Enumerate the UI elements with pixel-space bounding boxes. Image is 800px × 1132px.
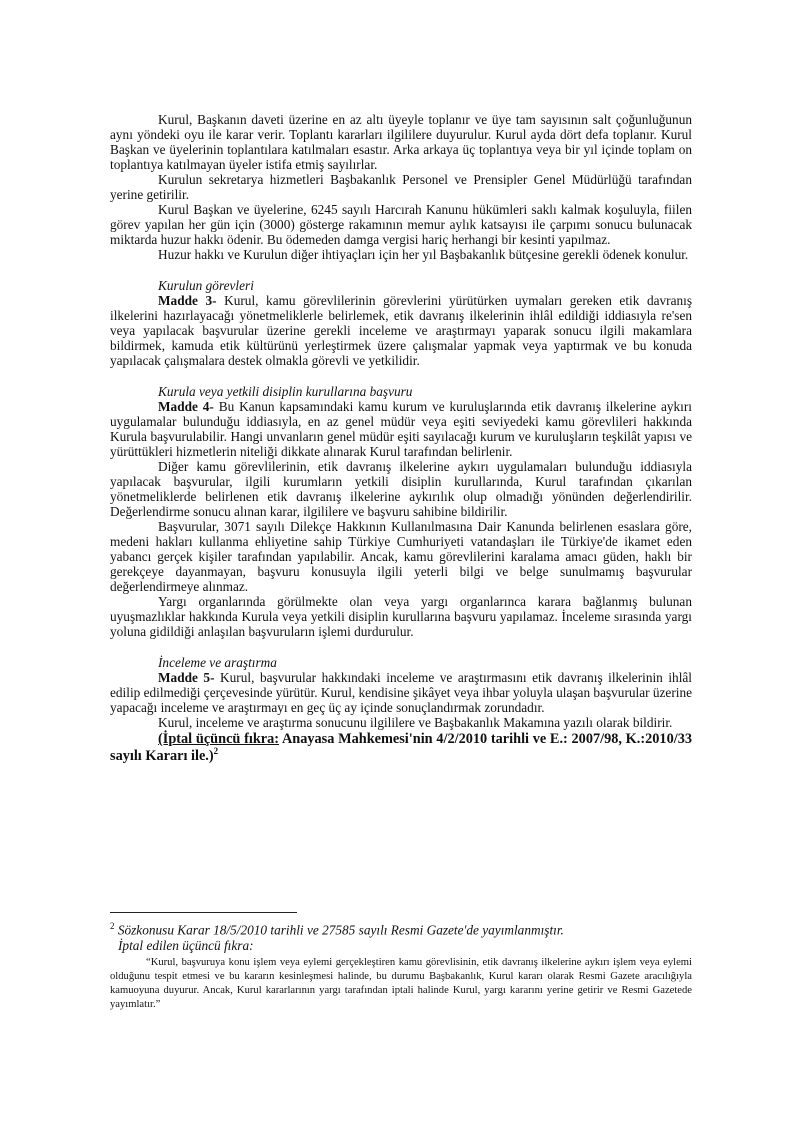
heading-article-5: İnceleme ve araştırma (158, 655, 277, 670)
article-3-label: Madde 3- (158, 293, 217, 308)
footnote-number: 2 (110, 921, 115, 931)
annulment-note-intro: (İptal üçüncü fıkra: (158, 731, 280, 747)
footnote-divider (110, 912, 297, 913)
footnote-reference: 2 (213, 746, 219, 757)
paragraph-secretariat: Kurulun sekretarya hizmetleri Başbakanlık Personel ve Prensipler Genel Müdürlüğü tarafından yerine getirilir. (110, 172, 692, 202)
footnote (110, 918, 692, 1012)
article-4-paragraph-1 (110, 399, 692, 459)
footnote-line-1: $^2$ Sözkonusu Karar 18/5/2010 tarihli ve 27585 sayılı Resmi Gazete'de yayımlanmıştır. (110, 921, 564, 938)
article-5-label: Madde 5- (158, 670, 215, 685)
article-4-label: Madde 4- (158, 399, 214, 414)
paragraph-budget: Huzur hakkı ve Kurulun diğer ihtiyaçları için her yıl Başbakanlık bütçesine gerekli ödenek konulur. (158, 247, 689, 262)
paragraph-attendance-fee: Kurul Başkan ve üyelerine, 6245 sayılı Harcırah Kanunu hükümleri saklı kalmak koşuluyla, fiilen görev yapılan her gün için (3000) gösterge rakamının memur aylık katsayısı ile çarpımı sonucu bulunacak miktarda huzur hakkı ödenir. Bu ödemeden damga vergisi hariç herhangi bir kesinti yapılmaz. (110, 202, 692, 247)
annulment-note (110, 731, 692, 765)
article-4-paragraph-2: Diğer kamu görevlilerinin, etik davranış ilkelerine aykırı uygulamaları bulunduğu iddiasıyla yapılacak başvurular, ilgili kurumların yetkili disiplin kurullarında, Kurul tarafından çıkarılan yönetmeliklerde belirlenen etik davranış ilkelerine aykırılık olup olmadığı yönünden değerlendirilir. Değerlendirme sonucu alınan karar, ilgililere ve başvuru sahibine bildirilir. (110, 459, 692, 519)
footnote-quote: “Kurul, başvuruya konu işlem veya eylemi gerçekleştiren kamu görevlisinin, etik davranış ilkelerine aykırı işlem veya eylemi olduğunu tespit etmesi ve bu kararın kesinleşmesi halinde, bu durumu Başbakanlık, Kurul kararı olarak Resmi Gazete aracılığıyla kamuoyuna duyurur. Ancak, Kurul kararlarının yargı tarafından iptali halinde Kurul, yargı kararını yerine getirir ve Resmi Gazetede yayımlatır.” (110, 957, 692, 1011)
article-4-paragraph-3: Başvurular, 3071 sayılı Dilekçe Hakkının Kullanılmasına Dair Kanunda belirlenen esaslara göre, medeni hakları kullanma ehliyetine sahip Türkiye Cumhuriyeti vatandaşları ile Türkiye'de ikamet eden yabancı gerçek kişiler tarafından yapılabilir. Ancak, kamu görevlilerini karalama amacı güden, haklı bir gerekçeye dayanmayan, başvuru konusuyla ilgili yeterli bilgi ve belge sunulmamış başvurular değerlendirmeye alınmaz. (110, 519, 692, 594)
article-5-paragraph-1 (110, 670, 692, 715)
heading-article-4: Kurula veya yetkili disiplin kurullarına başvuru (158, 384, 413, 399)
paragraph-quorum: Kurul, Başkanın daveti üzerine en az altı üyeyle toplanır ve üye tam sayısının salt çoğunluğunun aynı yöndeki oyu ile karar verir. Toplantı kararları ilgililere duyurulur. Kurul ayda dört defa toplanır. Kurul Başkan ve üyelerinin toplantılara katılmaları esastır. Arka arkaya üç toplantıya veya bir yıl içinde toplam on toplantıya katılmayan üyeler istifa etmiş sayılırlar. (110, 112, 692, 172)
article-3-text: Kurul, kamu görevlilerinin görevlerini yürütürken uymaları gereken etik davranış ilkelerini hazırlayacağı yönetmeliklerle belirlemek, etik davranış ilkelerinin ihlâl edildiği iddiasıyla re'sen veya yapılacak başvurular üzerine gerekli inceleme ve araştırmayı yaparak sonucu ilgili makamlara bildirmek, kamuda etik kültürünü yerleştirmek üzere çalışmalar yapmak veya yaptırmak ve bu konuda yapılacak çalışmalara destek olmakla görevli ve yetkilidir. (110, 293, 692, 368)
annulment-note-text: Anayasa Mahkemesi'nin 4/2/2010 tarihli ve E.: 2007/98, K.:2010/33 sayılı Kararı ile.) (110, 731, 692, 764)
article-4-paragraph-4: Yargı organlarında görülmekte olan veya yargı organlarınca karara bağlanmış bulunan uyuşmazlıklar hakkında Kurula veya yetkili disiplin kurullarına başvuru yapılamaz. İnceleme sırasında yargı yoluna gidildiği anlaşılan başvuruların işlemi durdurulur. (110, 594, 692, 639)
article-5-text: Kurul, başvurular hakkındaki inceleme ve araştırmasını etik davranış ilkelerinin ihlâl edilip edilmediği çerçevesinde yürütür. Kurul, kendisine şikâyet veya ihbar yoluyla ulaşan başvurular üzerine yapacağı inceleme ve araştırmayı en geç üç ay içinde sonuçlandırmak zorundadır. (110, 670, 692, 715)
article-3-paragraph (110, 293, 692, 368)
article-4-text: Bu Kanun kapsamındaki kamu kurum ve kuruluşlarında etik davranış ilkelerine aykırı uygulamalar bulunduğu iddiasıyla, en az genel müdür veya eşiti seviyedeki kamu görevlileri hakkında Kurula başvurulabilir. Hangi unvanların genel müdür eşiti sayılacağı kurum ve kuruluşların teşkilât yapısı ve yürüttükleri hizmetlerin niteliği dikkate alınarak Kurul tarafından belirlenir. (110, 399, 692, 459)
heading-article-3: Kurulun görevleri (158, 278, 254, 293)
footnote-line-2: İptal edilen üçüncü fıkra: (118, 938, 254, 954)
article-5-paragraph-2: Kurul, inceleme ve araştırma sonucunu ilgililere ve Başbakanlık Makamına yazılı olarak bildirir. (158, 715, 673, 730)
body-text (110, 112, 692, 765)
